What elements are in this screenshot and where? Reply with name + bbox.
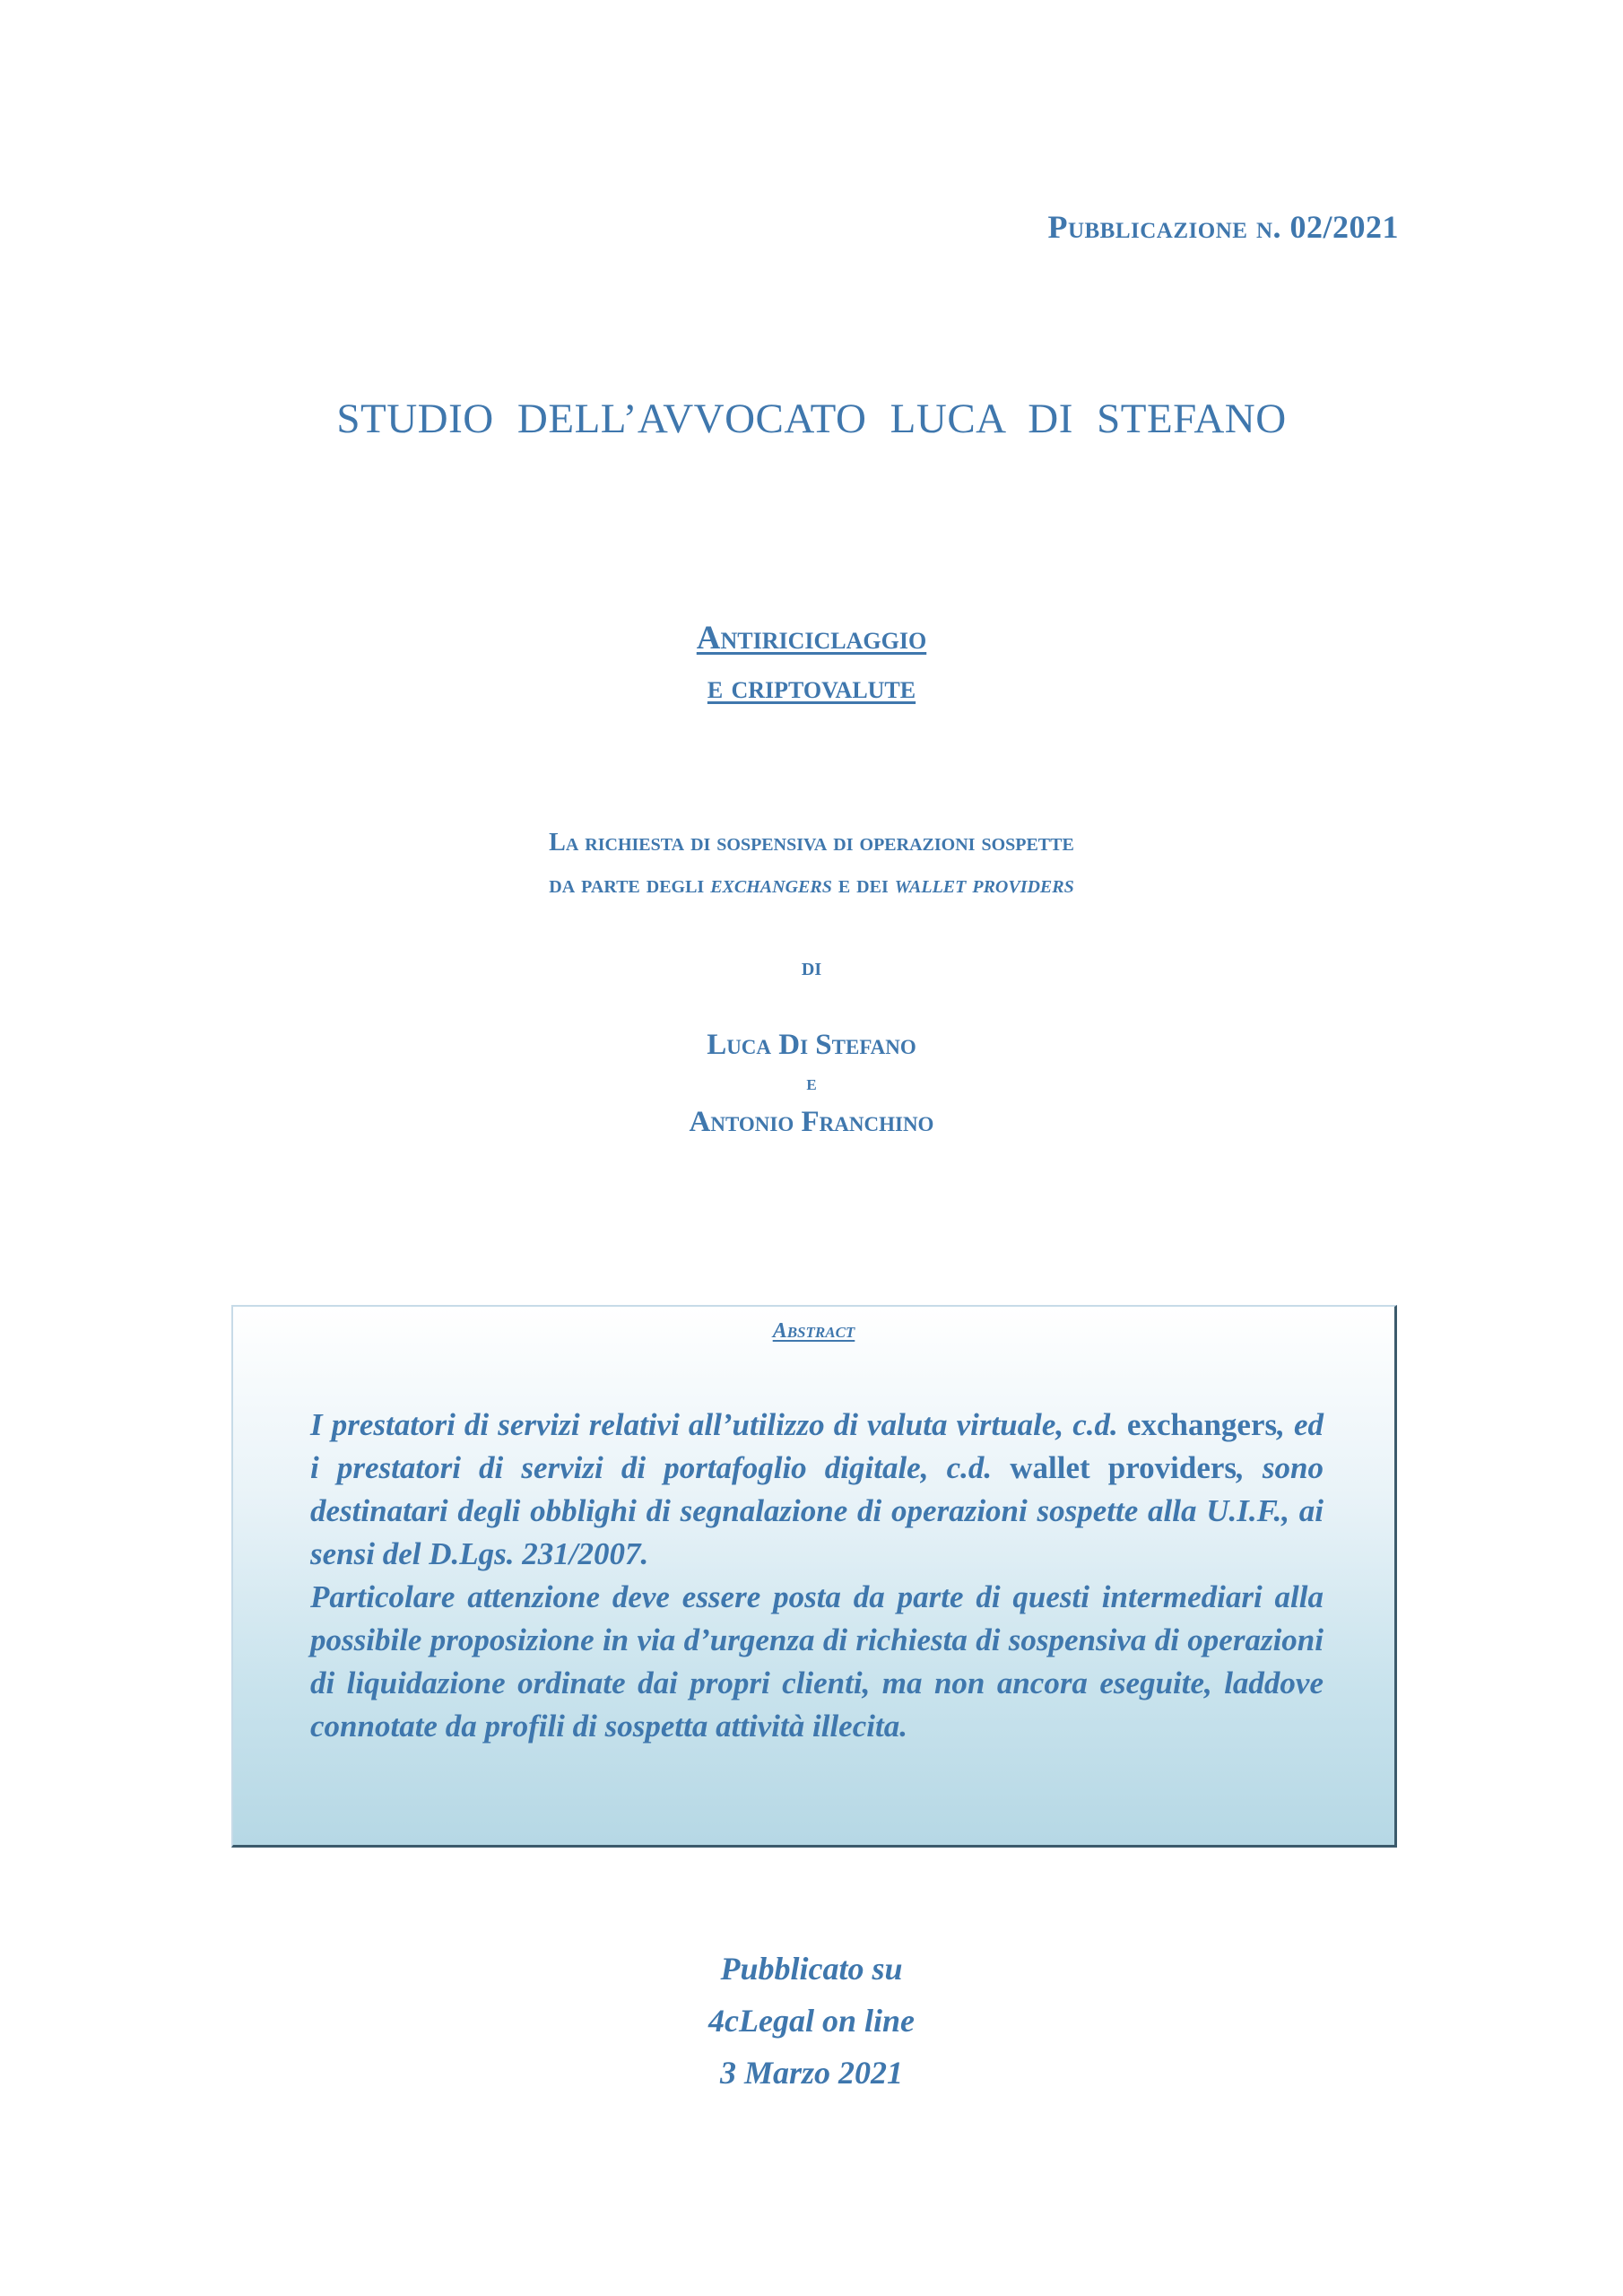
publisher-name: 4cLegal on line [708,2003,915,2039]
subtitle-line-2 [0,871,1623,900]
author-1: Luca Di Stefano [707,1029,916,1061]
and-label: e [806,1072,817,1095]
subtitle-exchangers: exchangers [710,871,832,899]
abstract-term-wallet-providers: wallet providers [1010,1450,1237,1485]
publication-number: Pubblicazione n. 02/2021 [1047,209,1399,245]
abstract-heading: Abstract [772,1319,855,1343]
abstract-part-1: I prestatori di servizi relativi all’utilizzo di valuta virtuale, c.d. [310,1407,1118,1442]
subtitle-wallet-providers: wallet providers [894,871,1074,899]
topic-title-line-1: Antiriciclaggio [696,620,927,657]
abstract-text [310,1404,1324,1748]
abstract-box [231,1305,1397,1848]
abstract-term-exchangers: exchangers [1126,1407,1278,1442]
author-2: Antonio Franchino [689,1106,934,1138]
subtitle-prefix: da parte degli [549,871,711,899]
subtitle-middle: e dei [831,871,895,899]
subtitle-line-1: La richiesta di sospensiva di operazioni sospette [549,829,1074,857]
published-on-label: Pubblicato su [720,1951,903,1987]
abstract-part-3: , ed i prestatori di servizi di portafoglio digitale, c.d. [310,1407,1324,1485]
abstract-part-6: Particolare attenzione deve essere posta da parte di questi intermediari alla possibile proposizione in via d’urgenza di richiesta di sospensiva di operazioni di liquidazione ordinate dai propri clienti, ma non ancora eseguite, laddove connotate da profili di sospetta attività illecita. [310,1579,1324,1744]
publication-date: 3 Marzo 2021 [719,2055,904,2091]
topic-title-line-2: e criptovalute [707,669,916,706]
abstract-part-5: , sono destinatari degli obblighi di segnalazione di operazioni sospette alla U.I.F., ai sensi del D.Lgs. 231/2007. [310,1450,1324,1571]
studio-title: STUDIO DELL’AVVOCATO LUCA DI STEFANO [336,396,1287,442]
by-label: di [801,953,822,981]
